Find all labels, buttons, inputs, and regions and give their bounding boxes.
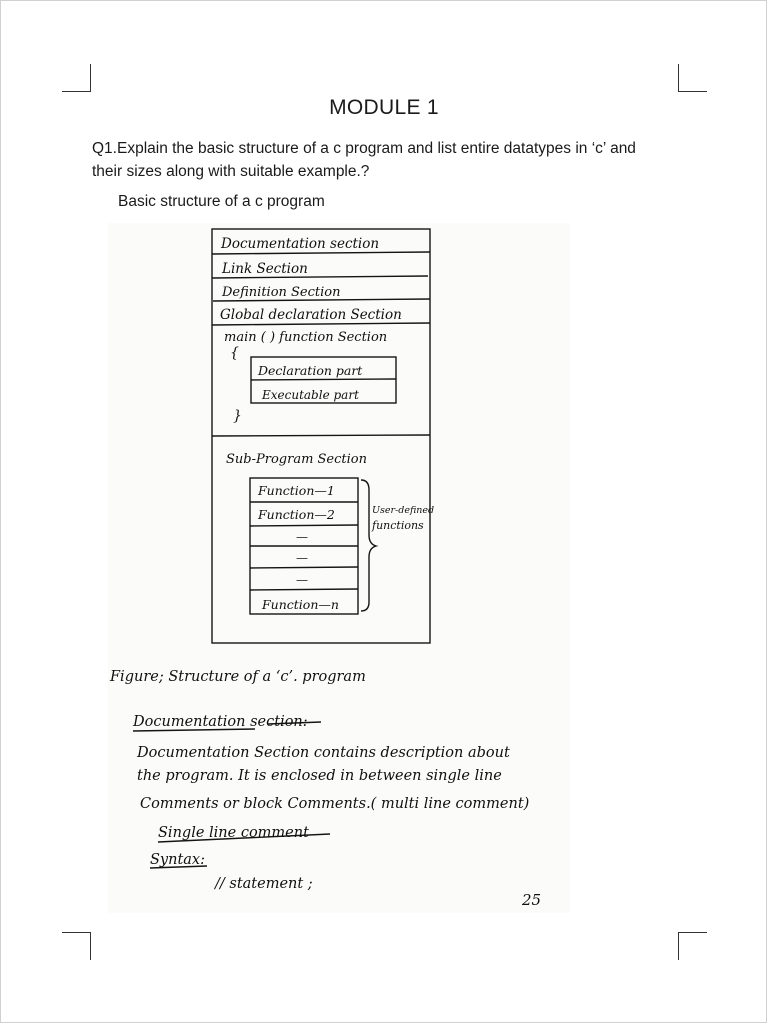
syntax-label: Syntax: — [150, 852, 205, 868]
brace-label-user-defined: User-defined — [372, 505, 435, 516]
diagram-function-1: Function—1 — [258, 483, 335, 498]
diagram-declaration-part: Declaration part — [258, 363, 363, 378]
figure-caption: Figure; Structure of a ‘c’. program — [110, 669, 366, 685]
notes-line-1: Documentation Section contains description about — [137, 745, 510, 761]
page-title: MODULE 1 — [329, 96, 439, 119]
diagram-section-global: Global declaration Section — [220, 307, 402, 323]
diagram-open-brace: { — [230, 345, 239, 361]
notes-heading: Documentation section: — [133, 714, 308, 730]
diagram-function-dash: — — [296, 573, 308, 587]
diagram-section-documentation: Documentation section — [221, 236, 380, 252]
notes-line-3: Comments or block Comments.( multi line comment) — [140, 796, 530, 812]
page-number: 25 — [522, 891, 542, 909]
question-text: Q1.Explain the basic structure of a c program and list entire datatypes in ‘c’ and their sizes along with suitable example.? — [92, 140, 636, 180]
single-line-comment-heading: Single line comment — [158, 825, 309, 841]
notes-line-2: the program. It is enclosed in between single line — [137, 768, 502, 784]
diagram-subprogram-title: Sub-Program Section — [226, 452, 367, 467]
diagram-function-n: Function—n — [262, 597, 339, 612]
diagram-function-dash: — — [296, 551, 308, 565]
diagram-function-2: Function—2 — [258, 507, 335, 522]
brace-label-functions: functions — [372, 519, 424, 532]
diagram-close-brace: } — [233, 408, 242, 424]
diagram-section-link: Link Section — [222, 261, 308, 277]
diagram-executable-part: Executable part — [262, 388, 359, 402]
diagram-section-definition: Definition Section — [222, 285, 341, 300]
syntax-example: // statement ; — [215, 876, 313, 892]
diagram-function-dash: — — [296, 530, 308, 544]
subheading: Basic structure of a c program — [118, 193, 325, 210]
diagram-section-main: main ( ) function Section — [224, 330, 388, 345]
